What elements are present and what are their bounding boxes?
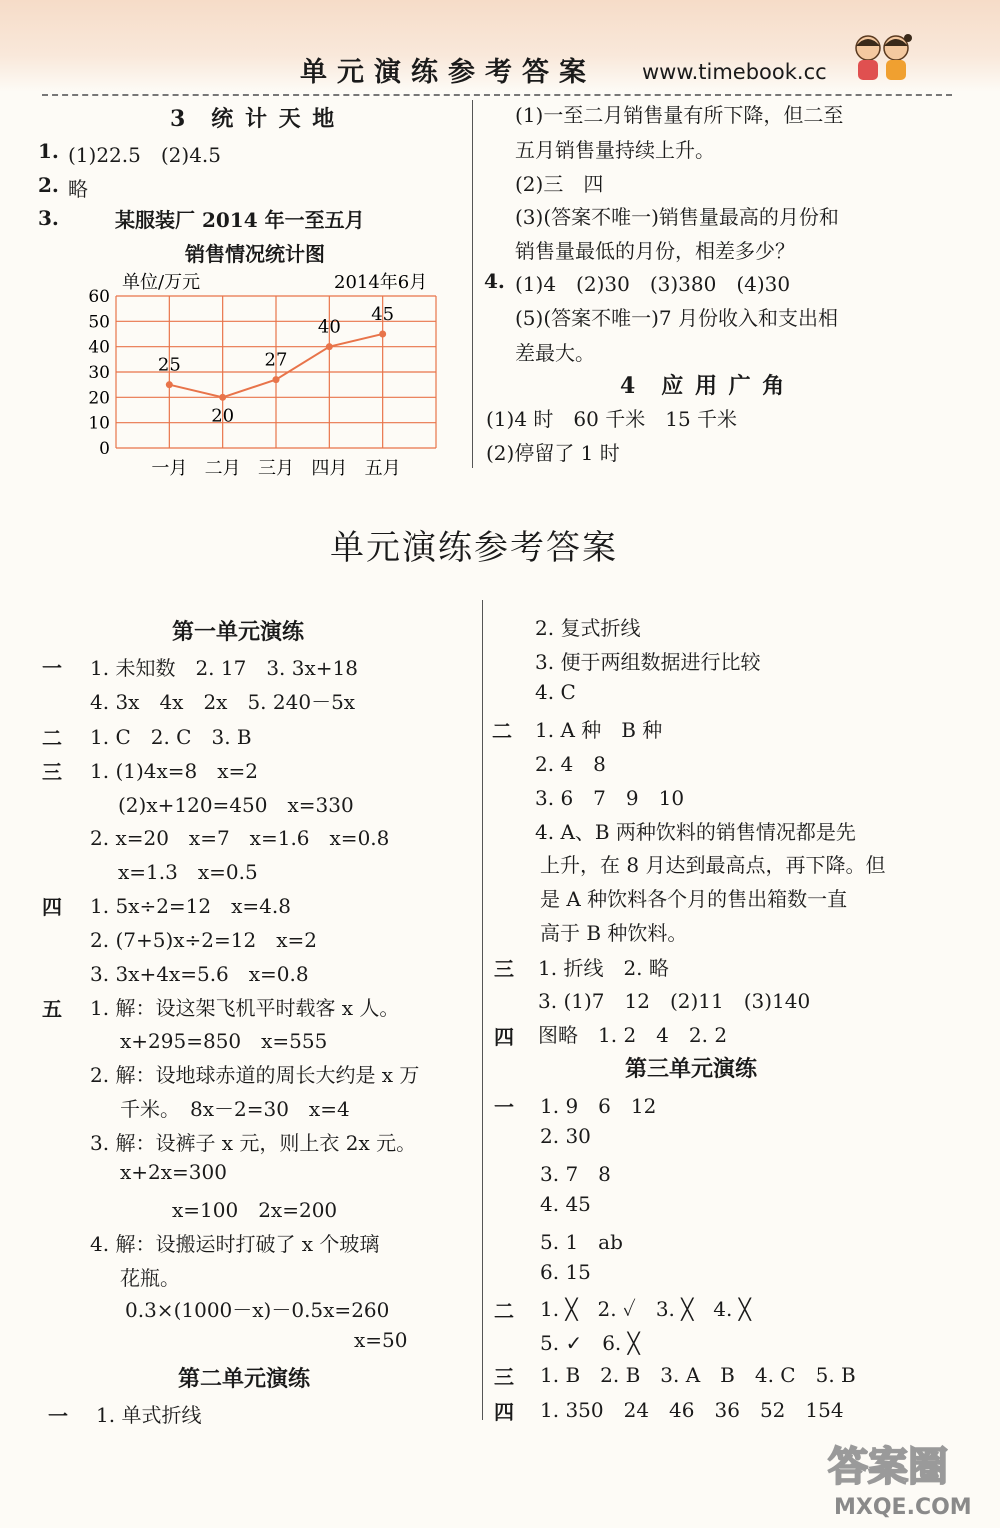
r-line-1: 2. 复式折线 [535,616,641,640]
u1-line-4: 1. (1)4x=8 x=2 [90,759,259,783]
u1-line-6: 2. x=20 x=7 x=1.6 x=0.8 [90,826,390,850]
r-line-2: 3. 便于两组数据进行比较 [535,650,761,674]
chart-unit-label: 单位/万元 [122,272,201,293]
watermark-domain: MXQE.COM [834,1495,972,1520]
u3-line-5: 5. 1 ab [540,1230,623,1254]
tr-line-5: 销售量最低的月份，相差多少？ [515,239,795,263]
u3-line-1: 1. 9 6 12 [540,1094,657,1118]
u3-part-4-label: 四 [494,1400,514,1424]
q3-number: 3. [38,206,59,230]
u1-line-16: x+2x=300 [120,1160,227,1184]
tr-line-6: (1)4 (2)30 (3)380 (4)30 [515,272,791,296]
u1-line-11: 1. 解：设这架飞机平时载客 x 人。 [90,996,400,1020]
u3-line-9: 1. B 2. B 3. A B 4. C 5. B [540,1363,856,1387]
u1-part-2-label: 二 [42,726,62,750]
data-point [326,343,333,350]
r-line-3: 4. C [535,680,576,704]
u1-part-1-label: 一 [42,656,62,680]
y-tick-label: 60 [88,287,110,307]
tr-line-10: (2)停留了 1 时 [486,441,620,465]
u1-part-4-label: 四 [42,895,62,919]
data-point [219,394,226,401]
chart-date-label: 2014年6月 [334,272,428,293]
u3-line-8: 5. ✓ 6. ╳ [540,1331,640,1355]
section-statistics: 3 统 计 天 地 [170,106,337,132]
u1-part-3-label: 三 [42,760,62,784]
tr-line-3: (2)三 四 [515,172,604,196]
u1-line-5: (2)x+120=450 x=330 [118,793,354,817]
u3-line-6: 6. 15 [540,1260,591,1284]
u1-line-20: 0.3×(1000－x)－0.5x=260 [125,1298,390,1322]
data-point [379,331,386,338]
r-part-3-label: 三 [494,957,514,981]
data-value-label: 27 [264,349,288,371]
r-line-9: 是 A 种饮料各个月的售出箱数一直 [540,887,848,911]
chart-x-ticks [151,458,400,478]
r-line-4: 1. A 种 B 种 [535,718,663,742]
r-line-11: 1. 折线 2. 略 [538,956,669,980]
r-part-4-label: 四 [494,1025,514,1049]
q1-answer: (1)22.5 (2)4.5 [68,143,221,167]
r-line-6: 3. 6 7 9 10 [535,786,685,810]
x-tick-label: 五月 [364,458,401,478]
section-application: 4 应 用 广 角 [620,373,787,399]
q2-number: 2. [38,173,59,197]
u1-line-21: x=50 [354,1328,408,1352]
u1-line-17: x=100 2x=200 [172,1198,338,1222]
chart-subtitle: 销售情况统计图 [185,242,325,266]
q4-number: 4. [484,269,505,293]
q2-answer: 略 [68,177,88,201]
u1-line-19: 花瓶。 [120,1266,180,1290]
data-value-label: 40 [317,316,341,338]
main-title: 单元演练参考答案 [330,528,618,568]
u1-line-9: 2. (7+5)x÷2=12 x=2 [90,928,317,952]
u1-line-15: 3. 解：设裤子 x 元，则上衣 2x 元。 [90,1131,417,1155]
x-tick-label: 四月 [311,458,348,478]
tr-line-8: 差最大。 [515,341,595,365]
y-tick-label: 20 [88,388,110,409]
header-url[interactable]: www.timebook.cc [642,60,827,84]
y-tick-label: 0 [99,439,110,459]
r-part-2-label: 二 [492,719,512,743]
watermark-logo-icon [820,1432,990,1522]
watermark-logo-text: 答案圈 [828,1444,948,1490]
header-divider [42,94,952,96]
header-title: 单元演练参考答案 [300,57,596,88]
data-point [273,376,280,383]
tr-line-2: 五月销售量持续上升。 [515,138,715,162]
y-tick-label: 40 [88,337,110,358]
u1-line-8: 1. 5x÷2=12 x=4.8 [90,894,291,918]
u3-line-10: 1. 350 24 46 36 52 154 [540,1398,844,1422]
y-tick-label: 10 [88,413,110,434]
u1-line-1: 1. 未知数 2. 17 3. 3x+18 [90,656,358,680]
data-point [166,381,173,388]
u3-line-2: 2. 30 [540,1124,591,1148]
r-line-8: 上升，在 8 月达到最高点，再下降。但 [540,853,886,877]
u1-line-12: x+295=850 x=555 [120,1029,328,1053]
u1-line-2: 4. 3x 4x 2x 5. 240－5x [90,690,356,714]
tr-line-1: (1)一至二月销售量有所下降，但二至 [515,103,844,127]
data-value-label: 25 [157,354,181,376]
sales-line-chart [80,268,520,478]
chart-y-ticks [88,287,110,459]
r-line-10: 高于 B 种饮料。 [540,921,688,945]
u3-line-4: 4. 45 [540,1192,591,1216]
x-tick-label: 三月 [258,458,294,478]
u1-part-5-label: 五 [42,997,62,1021]
u2-line-1: 1. 单式折线 [96,1403,202,1427]
u1-line-14: 千米。 8x－2=30 x=4 [120,1097,350,1121]
x-tick-label: 一月 [151,458,188,478]
r-line-7: 4. A、B 两种饮料的销售情况都是先 [535,820,856,844]
data-value-label: 20 [211,405,235,427]
r-line-12: 3. (1)7 12 (2)11 (3)140 [538,989,811,1013]
u1-line-13: 2. 解：设地球赤道的周长大约是 x 万 [90,1063,420,1087]
tr-line-4: (3)(答案不唯一)销售量最高的月份和 [515,205,839,229]
y-tick-label: 50 [88,312,110,333]
chart-title: 某服装厂 2014 年一至五月 [115,208,365,232]
u3-line-3: 3. 7 8 [540,1162,611,1186]
u1-line-10: 3. 3x+4x=5.6 x=0.8 [90,962,309,986]
unit2-heading: 第二单元演练 [178,1366,311,1392]
u3-part-2-label: 二 [494,1299,514,1323]
u3-part-3-label: 三 [494,1365,514,1389]
u2-part-1-label: 一 [48,1404,68,1428]
x-tick-label: 二月 [204,458,241,478]
tr-line-9: (1)4 时 60 千米 15 千米 [486,407,738,431]
r-line-5: 2. 4 8 [535,752,606,776]
bottom-column-divider [482,600,483,1420]
u3-line-7: 1. ╳ 2. ✓ 3. ╳ 4. ╳ [540,1297,751,1321]
kids-mascot-icon [848,30,918,86]
data-value-label: 45 [371,304,395,325]
unit1-heading: 第一单元演练 [172,619,305,645]
r-line-13: 图略 1. 2 4 2. 2 [538,1023,728,1047]
q1-number: 1. [38,139,59,163]
unit3-heading: 第三单元演练 [625,1056,758,1082]
tr-line-7: (5)(答案不唯一)7 月份收入和支出相 [515,306,839,330]
u1-line-18: 4. 解：设搬运时打破了 x 个玻璃 [90,1232,380,1256]
y-tick-label: 30 [88,363,110,383]
u1-line-3: 1. C 2. C 3. B [90,725,252,749]
u1-line-7: x=1.3 x=0.5 [118,860,258,884]
u3-part-1-label: 一 [494,1095,514,1119]
